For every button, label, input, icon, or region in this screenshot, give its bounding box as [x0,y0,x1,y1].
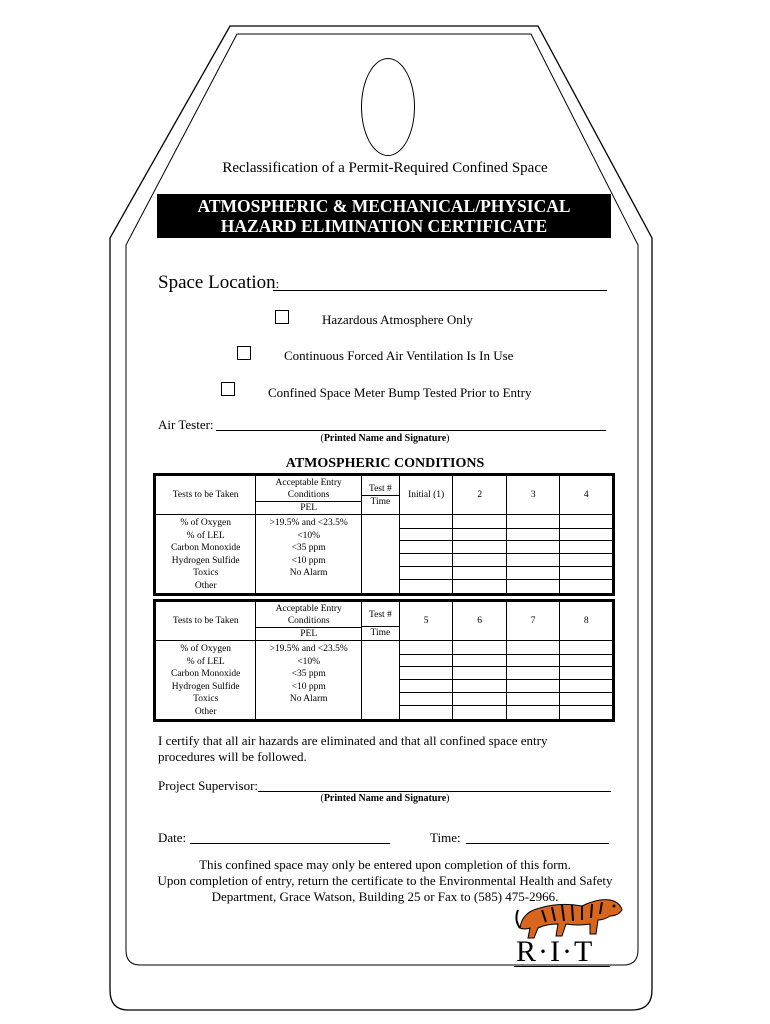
reading-cells[interactable] [506,641,560,721]
col-header-test: 6 [453,601,507,641]
date-label: Date: [158,830,187,845]
col-header-test: 5 [399,601,453,641]
reading-cells[interactable] [399,515,453,595]
hazardous-atmosphere-checkbox[interactable] [275,310,289,324]
col-header-tests: Tests to be Taken [155,475,256,515]
tag-hole [361,58,415,156]
col-header-acceptable: Acceptable Entry Conditions PEL [256,601,362,641]
footer-line-3: Department, Grace Watson, Building 25 or Fax to (585) 475-2966. [211,889,559,904]
checkbox-label: Confined Space Meter Bump Tested Prior to Entry [268,385,532,400]
space-location-field[interactable] [273,290,607,291]
col-header-acceptable: Acceptable Entry Conditions PEL [256,475,362,515]
title-line-1: ATMOSPHERIC & MECHANICAL/PHYSICAL [197,196,571,216]
title-line-2: HAZARD ELIMINATION CERTIFICATE [220,216,548,236]
time-cell[interactable] [362,641,400,721]
time-field[interactable] [466,843,609,844]
footer-line-2: Upon completion of entry, return the certificate to the Environmental Health and Safety [157,873,613,888]
reading-cells[interactable] [399,641,453,721]
limits-list: >19.5% and <23.5% <10% <35 ppm <10 ppm No Alarm [256,641,362,721]
footer-line-1: This confined space may only be entered upon completion of this form. [199,857,571,872]
atmospheric-heading: ATMOSPHERIC CONDITIONS [285,456,485,471]
atmospheric-table-1 [153,473,615,596]
time-label: Time: [430,830,461,845]
col-header-tests: Tests to be Taken [155,601,256,641]
date-field[interactable] [190,843,390,844]
tiger-logo-icon [512,890,627,940]
air-tester-caption: (Printed Name and Signature) [320,433,450,444]
supervisor-caption: (Printed Name and Signature) [320,793,450,804]
bump-test-checkbox[interactable] [221,382,235,396]
col-header-test: 3 [506,475,559,515]
reading-cells[interactable] [453,641,507,721]
tests-list: % of Oxygen % of LEL Carbon Monoxide Hydrogen Sulfide Toxics Other [155,515,256,595]
title-banner [157,194,611,238]
col-header-test: 4 [560,475,614,515]
checkbox-label: Hazardous Atmosphere Only [322,312,473,327]
ventilation-checkbox[interactable] [237,346,251,360]
certify-statement: I certify that all air hazards are eliminated and that all confined space entry procedures will be followed. [158,733,548,764]
space-location-label: Space Location: [158,272,280,293]
form-subtitle: Reclassification of a Permit-Required Confined Space [222,160,548,176]
col-header-test-num: Test # Time [361,475,399,515]
col-header-test: 7 [506,601,560,641]
reading-cells[interactable] [453,515,506,595]
col-header-test: Initial (1) [399,475,453,515]
checkbox-label: Continuous Forced Air Ventilation Is In Use [284,348,514,363]
col-header-test: 8 [560,601,614,641]
air-tester-label: Air Tester: [158,417,214,432]
col-header-test: 2 [453,475,506,515]
tests-list: % of Oxygen % of LEL Carbon Monoxide Hydrogen Sulfide Toxics Other [155,641,256,721]
project-supervisor-field[interactable] [258,791,611,792]
limits-list: >19.5% and <23.5% <10% <35 ppm <10 ppm No Alarm [256,515,362,595]
logo-underline [514,966,610,967]
reading-cells[interactable] [560,515,614,595]
time-cell[interactable] [361,515,399,595]
reading-cells[interactable] [560,641,614,721]
rit-logo-text: R·I·T [516,935,595,968]
project-supervisor-label: Project Supervisor: [158,778,259,793]
air-tester-field[interactable] [216,430,606,431]
reading-cells[interactable] [506,515,559,595]
atmospheric-table-2 [153,599,615,722]
col-header-test-num: Test # Time [362,601,400,641]
